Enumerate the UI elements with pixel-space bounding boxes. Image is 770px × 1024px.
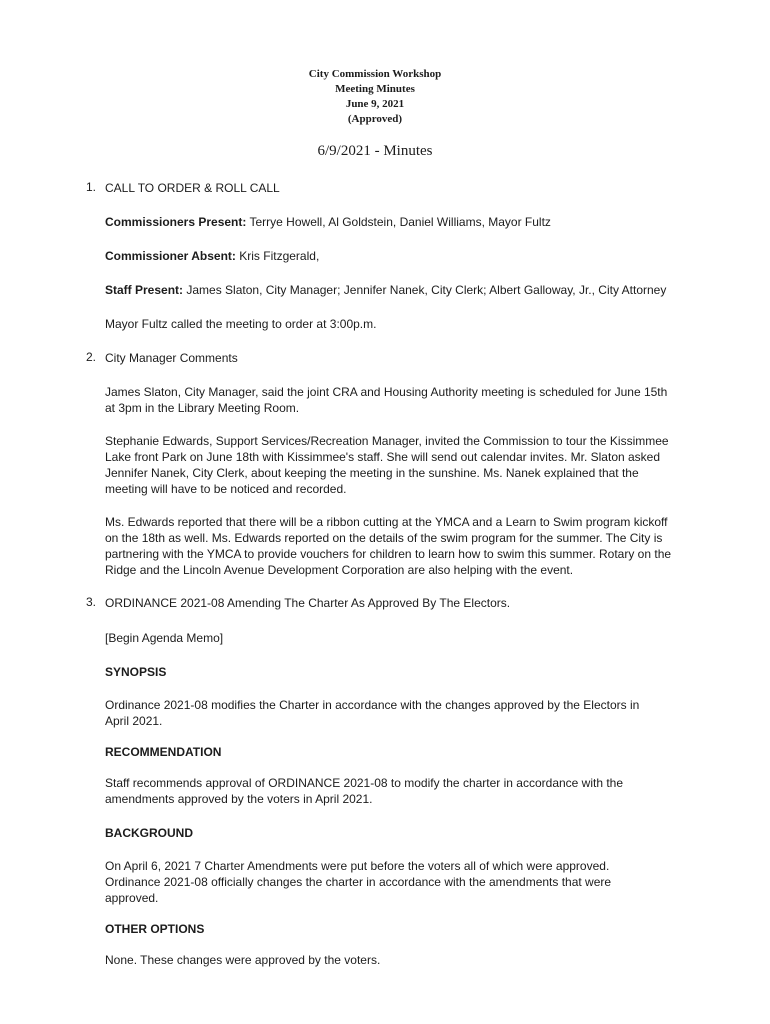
background-heading: BACKGROUND: [105, 826, 193, 840]
staff-label: Staff Present:: [105, 283, 184, 297]
header-date: June 9, 2021: [345, 98, 405, 110]
text-line: Jennifer Nanek, City Clerk, about keeping the meeting in the sunshine. Ms. Nanek explained that the: [105, 466, 639, 480]
commissioners-present: [105, 214, 705, 230]
item-1-title: CALL TO ORDER & ROLL CALL: [105, 181, 280, 195]
minutes-title: 6/9/2021 - Minutes: [317, 143, 433, 159]
item-1-number: 1.: [86, 180, 97, 194]
text-line: at 3pm in the Library Meeting Room.: [105, 401, 300, 415]
other-options-text: None. These changes were approved by the voters.: [105, 953, 381, 967]
text-line: Staff recommends approval of ORDINANCE 2021-08 to modify the charter in accordance with the: [105, 776, 624, 790]
agenda-memo-marker: [Begin Agenda Memo]: [105, 631, 224, 645]
text-line: Stephanie Edwards, Support Services/Recreation Manager, invited the Commission to tour the Kissimmee: [105, 434, 669, 448]
text-line: on the 18th as well. Ms. Edwards reported on the details of the swim program for the summer. The City is: [105, 531, 663, 545]
present-label: Commissioners Present:: [105, 215, 247, 229]
staff-value: James Slaton, City Manager; Jennifer Nanek, City Clerk; Albert Galloway, Jr., City Attorney: [183, 283, 667, 297]
item-3-number: 3.: [86, 595, 97, 609]
text-line: Ms. Edwards reported that there will be a ribbon cutting at the YMCA and a Learn to Swim program kickoff: [105, 515, 668, 529]
document-header: [0, 67, 750, 127]
call-to-order-text: Mayor Fultz called the meeting to order at 3:00p.m.: [105, 317, 377, 331]
paragraph: [105, 775, 705, 807]
item-2-title: City Manager Comments: [105, 351, 238, 365]
header-subtitle: Meeting Minutes: [335, 83, 415, 95]
text-line: On April 6, 2021 7 Charter Amendments were put before the voters all of which were approved.: [105, 859, 610, 873]
commissioner-absent: [105, 248, 705, 264]
text-line: Ridge and the Lincoln Avenue Development Corporation are also helping with the event.: [105, 563, 574, 577]
text-line: April 2021.: [105, 714, 163, 728]
text-line: approved.: [105, 891, 159, 905]
paragraph: [105, 514, 705, 578]
paragraph: [105, 858, 705, 906]
absent-value: Kris Fitzgerald,: [235, 249, 320, 263]
item-3-title: ORDINANCE 2021-08 Amending The Charter As Approved By The Electors.: [105, 596, 511, 610]
text-line: James Slaton, City Manager, said the joint CRA and Housing Authority meeting is scheduled for June 15th: [105, 385, 668, 399]
paragraph: [105, 697, 705, 729]
staff-present: [105, 282, 725, 298]
paragraph: [105, 433, 705, 497]
text-line: amendments approved by the voters in April 2021.: [105, 792, 373, 806]
header-title: City Commission Workshop: [308, 68, 442, 80]
paragraph: [105, 384, 705, 416]
text-line: Ordinance 2021-08 officially changes the charter in accordance with the amendments that were: [105, 875, 612, 889]
absent-label: Commissioner Absent:: [105, 249, 236, 263]
present-value: Terrye Howell, Al Goldstein, Daniel Williams, Mayor Fultz: [246, 215, 551, 229]
header-status: (Approved): [347, 113, 403, 125]
text-line: Ordinance 2021-08 modifies the Charter in accordance with the changes approved by the Electors in: [105, 698, 640, 712]
item-2-number: 2.: [86, 350, 97, 364]
recommendation-heading: RECOMMENDATION: [105, 745, 222, 759]
text-line: Lake front Park on June 18th with Kissimmee's staff. She will send out calendar invites. Mr. Slaton asked: [105, 450, 661, 464]
text-line: partnering with the YMCA to provide vouchers for children to learn how to swim this summer. Rotary on the: [105, 547, 672, 561]
other-options-heading: OTHER OPTIONS: [105, 922, 205, 936]
synopsis-heading: SYNOPSIS: [105, 665, 167, 679]
text-line: meeting will have to be noticed and recorded.: [105, 482, 347, 496]
